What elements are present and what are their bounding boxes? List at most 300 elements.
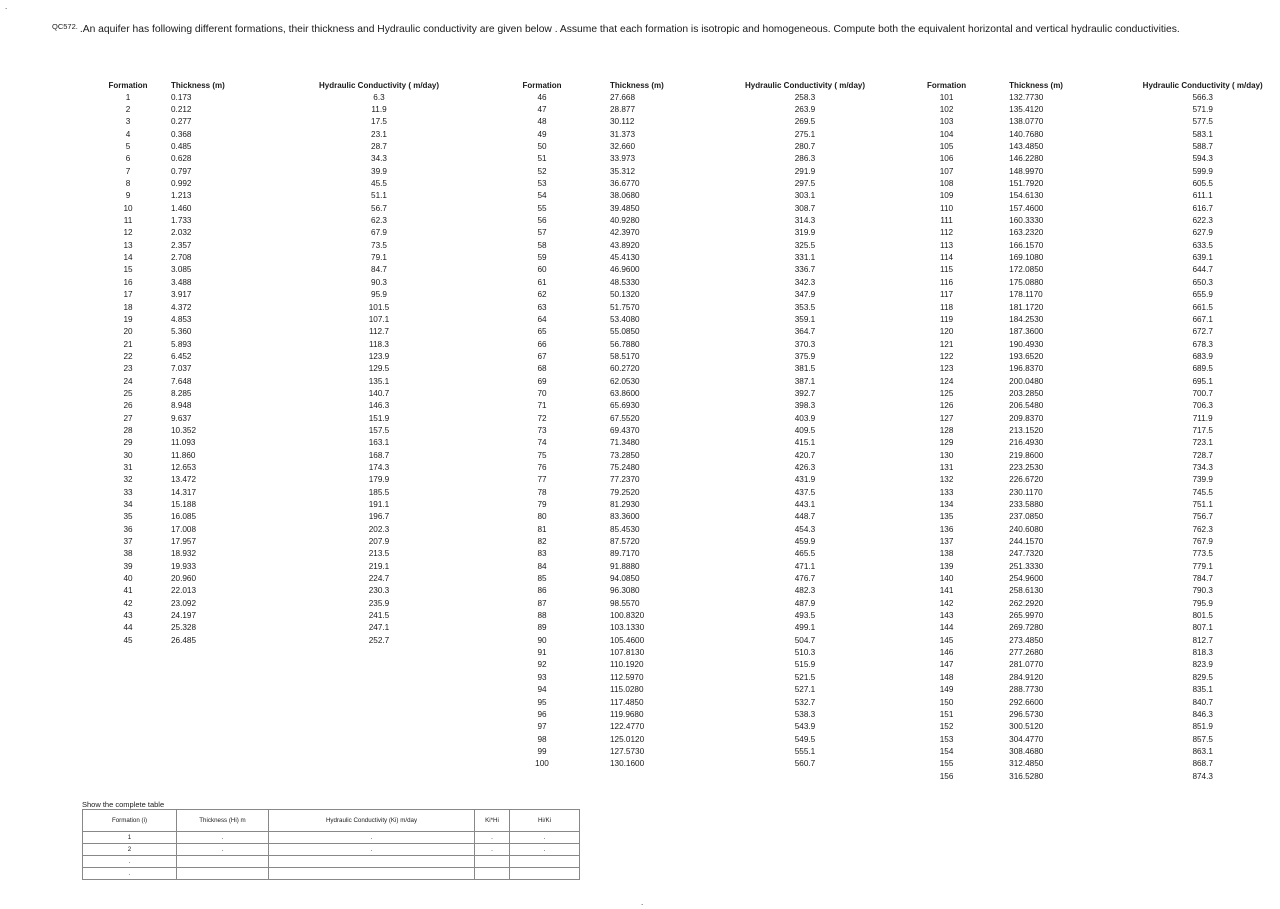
formation-cell: 95 (537, 697, 547, 707)
thickness-cell: 89.7170 (610, 549, 640, 559)
formation-cell: 94 (537, 685, 547, 695)
formation-cell: 121 (939, 339, 954, 349)
thickness-cell: 247.7320 (1009, 549, 1044, 559)
table-row (95, 424, 451, 436)
table-row (918, 177, 1280, 189)
formation-cell: 133 (939, 487, 954, 497)
conductivity-cell: 717.5 (1192, 425, 1213, 435)
answer-cell: 2 (83, 844, 177, 856)
formation-cell: 135 (939, 512, 954, 522)
conductivity-cell: 135.1 (368, 376, 390, 386)
table-row (918, 264, 1280, 276)
thickness-cell: 2.357 (171, 240, 192, 250)
question-body: .An aquifer has following different formations, their thickness and Hydraulic conductivity are given below . Assume that each formation is isotropic and homogeneous. Compute both the equivalent horizontal and vertical hydraulic conductivities. (79, 24, 1180, 35)
answer-row (83, 844, 580, 856)
conductivity-cell: 695.1 (1192, 376, 1213, 386)
conductivity-cell: 588.7 (1192, 142, 1213, 152)
formation-cell: 28 (123, 425, 133, 435)
formation-cell: 146 (939, 648, 954, 658)
formation-cell: 76 (537, 462, 547, 472)
formation-cell: 43 (123, 611, 133, 621)
table-row (918, 622, 1280, 634)
formation-cell: 145 (939, 635, 954, 645)
formation-cell: 122 (939, 351, 954, 361)
thickness-cell: 40.9280 (610, 216, 640, 226)
formation-cell: 11 (123, 216, 133, 226)
conductivity-cell: 616.7 (1192, 203, 1213, 213)
thickness-cell: 169.1080 (1009, 253, 1044, 263)
thickness-cell: 53.4080 (610, 314, 640, 324)
table-row (918, 214, 1280, 226)
conductivity-cell: 655.9 (1192, 290, 1213, 300)
formation-cell: 92 (537, 660, 547, 670)
table-row (918, 202, 1280, 214)
thickness-cell: 163.2320 (1009, 228, 1044, 238)
conductivity-cell: 95.9 (371, 290, 387, 300)
formation-cell: 21 (123, 339, 133, 349)
thickness-cell: 60.2720 (610, 364, 640, 374)
thickness-cell: 48.5330 (610, 277, 640, 287)
table-row (95, 548, 451, 560)
table-row (95, 202, 451, 214)
conductivity-cell: 387.1 (794, 376, 816, 386)
conductivity-cell: 801.5 (1192, 611, 1213, 621)
conductivity-cell: 336.7 (794, 265, 816, 275)
answer-header-conductivity: Hydraulic Conductivity (Ki) m/day (269, 810, 475, 832)
conductivity-cell: 767.9 (1192, 537, 1213, 547)
formation-cell: 137 (939, 537, 954, 547)
conductivity-cell: 168.7 (368, 450, 390, 460)
table-row (95, 400, 451, 412)
thickness-cell: 125.0120 (610, 734, 645, 744)
conductivity-cell: 219.1 (368, 561, 390, 571)
answer-cell (475, 868, 510, 880)
table-row (95, 572, 451, 584)
table-row (512, 239, 880, 251)
table-row (918, 770, 1280, 782)
thickness-cell: 5.360 (171, 327, 192, 337)
thickness-cell: 5.893 (171, 339, 192, 349)
table-row (512, 548, 880, 560)
thickness-cell: 127.5730 (610, 746, 645, 756)
table-row (95, 190, 451, 202)
table-row (918, 128, 1280, 140)
formation-cell: 5 (125, 142, 131, 152)
thickness-cell: 178.1170 (1009, 290, 1043, 300)
table-row (95, 486, 451, 498)
formation-cell: 68 (537, 364, 547, 374)
formation-cell: 34 (123, 500, 133, 510)
formation-cell: 154 (939, 746, 954, 756)
table-row (918, 350, 1280, 362)
conductivity-cell: 431.9 (794, 475, 816, 485)
formation-cell: 65 (537, 327, 547, 337)
formation-cell: 10 (123, 203, 133, 213)
conductivity-cell: 297.5 (794, 179, 816, 189)
conductivity-cell: 179.9 (368, 475, 390, 485)
formation-cell: 126 (939, 401, 954, 411)
thickness-cell: 244.1570 (1009, 537, 1044, 547)
formation-cell: 130 (939, 450, 954, 460)
table-row (95, 350, 451, 362)
formation-cell: 60 (537, 265, 547, 275)
formation-cell: 134 (939, 500, 954, 510)
thickness-cell: 160.3330 (1009, 216, 1044, 226)
table-row (512, 511, 880, 523)
formation-cell: 109 (939, 191, 954, 201)
conductivity-cell: 644.7 (1192, 265, 1213, 275)
thickness-cell: 4.372 (171, 302, 192, 312)
formation-cell: 147 (939, 660, 954, 670)
thickness-cell: 115.0280 (610, 685, 644, 695)
formation-cell: 3 (125, 117, 131, 127)
formation-cell: 120 (939, 327, 954, 337)
table-row (918, 461, 1280, 473)
thickness-cell: 0.485 (171, 142, 192, 152)
table-row (918, 400, 1280, 412)
table-row (95, 251, 451, 263)
conductivity-cell: 146.3 (368, 401, 390, 411)
table-row (918, 338, 1280, 350)
table-row (918, 251, 1280, 263)
conductivity-cell: 846.3 (1192, 709, 1213, 719)
formation-cell: 106 (939, 154, 954, 164)
thickness-cell: 251.3330 (1009, 561, 1044, 571)
conductivity-cell: 347.9 (794, 290, 816, 300)
answer-cell: . (83, 868, 177, 880)
answer-header-thickness: Thickness (Hi) m (177, 810, 269, 832)
conductivity-cell: 611.1 (1192, 191, 1213, 201)
table-row (95, 276, 451, 288)
formation-cell: 75 (537, 450, 547, 460)
conductivity-cell: 667.1 (1192, 314, 1213, 324)
conductivity-cell: 566.3 (1192, 92, 1213, 102)
table-row (512, 363, 880, 375)
conductivity-cell: 560.7 (794, 759, 816, 769)
formation-cell: 7 (125, 166, 131, 176)
formation-cell: 85 (537, 574, 547, 584)
conductivity-cell: 56.7 (371, 203, 387, 213)
table-row (95, 474, 451, 486)
thickness-cell: 130.1600 (610, 759, 645, 769)
conductivity-cell: 633.5 (1192, 240, 1213, 250)
conductivity-cell: 101.5 (368, 302, 390, 312)
thickness-cell: 85.4530 (610, 524, 640, 534)
table-row (512, 140, 880, 152)
thickness-cell: 0.173 (171, 92, 192, 102)
formation-cell: 143 (939, 611, 954, 621)
conductivity-cell: 353.5 (794, 302, 816, 312)
table-row (512, 91, 880, 103)
thickness-cell: 0.797 (171, 166, 192, 176)
formation-cell: 9 (125, 191, 131, 201)
thickness-cell: 56.7880 (610, 339, 640, 349)
thickness-cell: 14.317 (171, 487, 197, 497)
conductivity-cell: 79.1 (371, 253, 387, 263)
header-thickness: Thickness (m) (1009, 80, 1063, 90)
formation-cell: 47 (537, 105, 547, 115)
conductivity-cell: 291.9 (794, 166, 816, 176)
conductivity-cell: 269.5 (794, 117, 816, 127)
thickness-cell: 35.312 (610, 166, 636, 176)
table-row (95, 622, 451, 634)
thickness-cell: 237.0850 (1009, 512, 1044, 522)
thickness-cell: 304.4770 (1009, 734, 1044, 744)
conductivity-cell: 437.5 (794, 487, 816, 497)
thickness-cell: 79.2520 (610, 487, 640, 497)
thickness-cell: 55.0850 (610, 327, 640, 337)
formation-cell: 99 (537, 746, 547, 756)
header-conductivity: Hydraulic Conductivity ( m/day) (318, 80, 440, 90)
thickness-cell: 0.992 (171, 179, 192, 189)
conductivity-cell: 51.1 (371, 191, 387, 201)
conductivity-cell: 543.9 (794, 722, 816, 732)
thickness-cell: 28.877 (610, 105, 636, 115)
table-row (95, 91, 451, 103)
thickness-cell: 98.5570 (610, 598, 640, 608)
thickness-cell: 69.4370 (610, 425, 640, 435)
formation-cell: 152 (939, 722, 954, 732)
thickness-cell: 273.4850 (1009, 635, 1044, 645)
conductivity-cell: 34.3 (371, 154, 387, 164)
formation-cell: 51 (537, 154, 547, 164)
table-row (918, 708, 1280, 720)
formation-cell: 67 (537, 351, 547, 361)
table-row (512, 153, 880, 165)
conductivity-cell: 185.5 (368, 487, 390, 497)
table-row (512, 535, 880, 547)
conductivity-cell: 420.7 (794, 450, 816, 460)
thickness-cell: 43.8920 (610, 240, 640, 250)
formation-cell: 22 (123, 351, 133, 361)
formation-cell: 123 (939, 364, 954, 374)
table-row (95, 449, 451, 461)
thickness-cell: 1.460 (171, 203, 192, 213)
conductivity-cell: 280.7 (794, 142, 816, 152)
table-row (95, 338, 451, 350)
formation-cell: 17 (123, 290, 133, 300)
table-row (918, 684, 1280, 696)
thickness-cell: 284.9120 (1009, 672, 1044, 682)
answer-row (83, 832, 580, 844)
table-row (95, 227, 451, 239)
thickness-cell: 10.352 (171, 425, 197, 435)
conductivity-cell: 224.7 (368, 574, 390, 584)
formation-cell: 150 (939, 697, 954, 707)
conductivity-cell: 123.9 (368, 351, 390, 361)
thickness-cell: 262.2920 (1009, 598, 1044, 608)
conductivity-cell: 375.9 (794, 351, 816, 361)
thickness-cell: 209.8370 (1009, 413, 1044, 423)
thickness-cell: 172.0850 (1009, 265, 1044, 275)
conductivity-cell: 286.3 (794, 154, 816, 164)
formation-cell: 36 (123, 524, 133, 534)
conductivity-cell: 622.3 (1192, 216, 1213, 226)
answer-row (83, 868, 580, 880)
formation-cell: 136 (939, 524, 954, 534)
thickness-cell: 0.628 (171, 154, 192, 164)
conductivity-cell: 835.1 (1192, 685, 1213, 695)
thickness-cell: 151.7920 (1009, 179, 1044, 189)
conductivity-cell: 403.9 (794, 413, 816, 423)
table-row (512, 646, 880, 658)
thickness-cell: 308.4680 (1009, 746, 1044, 756)
table-row (95, 609, 451, 621)
thickness-cell: 2.032 (171, 228, 192, 238)
formation-cell: 12 (123, 228, 133, 238)
table-row (918, 560, 1280, 572)
thickness-cell: 39.4850 (610, 203, 640, 213)
answer-cell (177, 868, 269, 880)
table-row (512, 721, 880, 733)
table-row (95, 289, 451, 301)
conductivity-cell: 252.7 (368, 635, 390, 645)
table-row (95, 153, 451, 165)
conductivity-cell: 39.9 (371, 166, 387, 176)
formation-cell: 23 (123, 364, 133, 374)
formation-cell: 90 (537, 635, 547, 645)
thickness-cell: 1.733 (171, 216, 192, 226)
conductivity-cell: 465.5 (794, 549, 816, 559)
formation-table-1 (95, 79, 451, 646)
thickness-cell: 73.2850 (610, 450, 640, 460)
formation-cell: 73 (537, 425, 547, 435)
formation-table-3 (918, 79, 1280, 782)
table-row (512, 671, 880, 683)
table-row (512, 338, 880, 350)
thickness-cell: 138.0770 (1009, 117, 1044, 127)
thickness-cell: 296.5730 (1009, 709, 1044, 719)
thickness-cell: 33.973 (610, 154, 636, 164)
conductivity-cell: 700.7 (1192, 388, 1213, 398)
conductivity-cell: 790.3 (1192, 586, 1213, 596)
thickness-cell: 75.2480 (610, 462, 640, 472)
thickness-cell: 50.1320 (610, 290, 640, 300)
conductivity-cell: 157.5 (368, 425, 390, 435)
conductivity-cell: 678.3 (1192, 339, 1213, 349)
table-row (918, 634, 1280, 646)
table-row (95, 103, 451, 115)
conductivity-cell: 515.9 (794, 660, 816, 670)
answer-table-label: Show the complete table (82, 800, 165, 809)
conductivity-cell: 538.3 (794, 709, 816, 719)
formation-cell: 44 (123, 623, 133, 633)
formation-cell: 114 (940, 253, 954, 263)
conductivity-cell: 196.7 (368, 512, 390, 522)
conductivity-cell: 661.5 (1192, 302, 1213, 312)
table-row (918, 375, 1280, 387)
thickness-cell: 181.1720 (1009, 302, 1044, 312)
thickness-cell: 258.6130 (1009, 586, 1044, 596)
table-row (95, 585, 451, 597)
formation-cell: 62 (537, 290, 547, 300)
conductivity-cell: 454.3 (794, 524, 816, 534)
thickness-cell: 19.933 (171, 561, 197, 571)
thickness-cell: 46.9600 (610, 265, 640, 275)
formation-cell: 88 (537, 611, 547, 621)
question-text (52, 22, 1180, 35)
formation-cell: 39 (123, 561, 133, 571)
formation-cell: 15 (123, 265, 133, 275)
conductivity-cell: 605.5 (1192, 179, 1213, 189)
conductivity-cell: 723.1 (1192, 438, 1213, 448)
answer-header-kh: Ki*Hi (475, 810, 510, 832)
formation-cell: 108 (939, 179, 954, 189)
table-row (918, 721, 1280, 733)
conductivity-cell: 599.9 (1192, 166, 1213, 176)
conductivity-cell: 28.7 (371, 142, 387, 152)
answer-header-row (83, 810, 580, 832)
conductivity-cell: 247.1 (368, 623, 390, 633)
thickness-cell: 25.328 (171, 623, 197, 633)
conductivity-cell: 577.5 (1192, 117, 1213, 127)
table-row (918, 289, 1280, 301)
formation-cell: 142 (939, 598, 954, 608)
formation-cell: 149 (939, 685, 954, 695)
table-row (512, 498, 880, 510)
conductivity-cell: 448.7 (794, 512, 816, 522)
table-row (512, 128, 880, 140)
conductivity-cell: 258.3 (794, 92, 816, 102)
answer-cell: . (475, 832, 510, 844)
formation-cell: 115 (940, 265, 954, 275)
conductivity-cell: 17.5 (371, 117, 387, 127)
table-row (918, 190, 1280, 202)
table-row (95, 387, 451, 399)
thickness-cell: 0.277 (171, 117, 192, 127)
table-row (512, 560, 880, 572)
table-row (512, 597, 880, 609)
answer-cell: . (269, 832, 475, 844)
thickness-cell: 22.013 (171, 586, 197, 596)
table-row (512, 412, 880, 424)
thickness-cell: 17.008 (171, 524, 197, 534)
table-row (95, 511, 451, 523)
table-row (95, 461, 451, 473)
conductivity-cell: 510.3 (794, 648, 816, 658)
table-row (512, 202, 880, 214)
formation-cell: 118 (940, 302, 954, 312)
formation-cell: 71 (537, 401, 547, 411)
conductivity-cell: 275.1 (794, 129, 816, 139)
table-row (918, 523, 1280, 535)
formation-cell: 83 (537, 549, 547, 559)
table-row (95, 634, 451, 646)
table-row (512, 301, 880, 313)
conductivity-cell: 756.7 (1192, 512, 1213, 522)
thickness-cell: 206.5480 (1009, 401, 1044, 411)
table-row (918, 733, 1280, 745)
formation-cell: 16 (123, 277, 133, 287)
thickness-cell: 213.1520 (1009, 425, 1044, 435)
table-row (512, 227, 880, 239)
formation-cell: 140 (939, 574, 954, 584)
thickness-cell: 254.9600 (1009, 574, 1044, 584)
answer-header-formation: Formation (i) (83, 810, 177, 832)
thickness-cell: 193.6520 (1009, 351, 1044, 361)
formation-cell: 42 (123, 598, 133, 608)
conductivity-cell: 711.9 (1192, 413, 1213, 423)
formation-cell: 24 (123, 376, 133, 386)
table-row (918, 387, 1280, 399)
table-row (95, 498, 451, 510)
thickness-cell: 15.188 (171, 500, 197, 510)
table-row (512, 165, 880, 177)
formation-cell: 32 (123, 475, 133, 485)
conductivity-cell: 426.3 (794, 462, 816, 472)
thickness-cell: 166.1570 (1009, 240, 1044, 250)
table-row (95, 437, 451, 449)
